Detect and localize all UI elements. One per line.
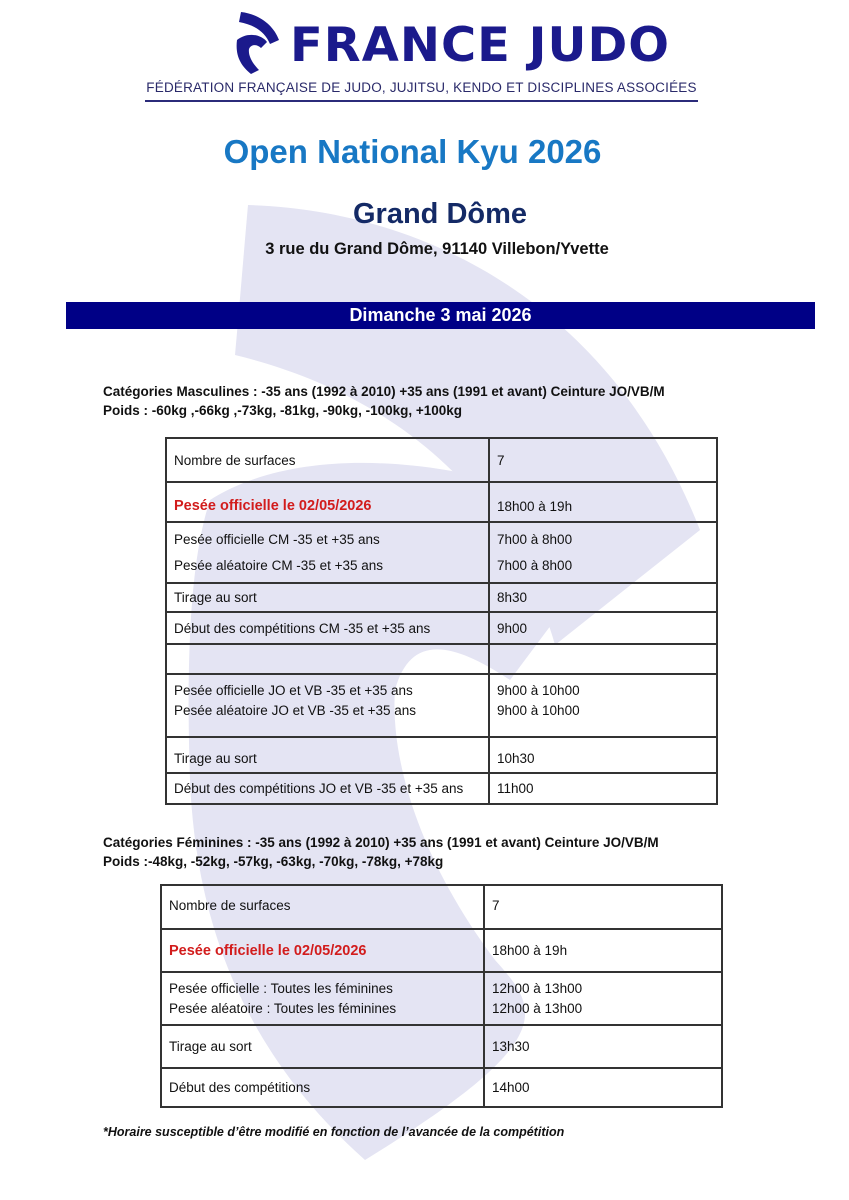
row-value: 7 (484, 885, 722, 929)
row-value (489, 644, 717, 674)
event-date-banner: Dimanche 3 mai 2026 (66, 302, 815, 329)
table-row (161, 1025, 722, 1068)
table-row (166, 612, 717, 644)
table-row (161, 1068, 722, 1107)
men-categories: Catégories Masculines : -35 ans (1992 à 2010) +35 ans (1991 et avant) Ceinture JO/VB/M (103, 384, 665, 399)
row-label: Tirage au sort (166, 583, 489, 612)
table-row (166, 737, 717, 773)
row-label: Pesée officielle JO et VB -35 et +35 ans Pesée aléatoire JO et VB -35 et +35 ans (166, 674, 489, 737)
row-label (166, 644, 489, 674)
federation-name: FÉDÉRATION FRANÇAISE DE JUDO, JUJITSU, KENDO ET DISCIPLINES ASSOCIÉES (146, 80, 697, 95)
row-value: 8h30 (489, 583, 717, 612)
schedule-footnote: *Horaire susceptible d’être modifié en fonction de l’avancée de la compétition (103, 1125, 565, 1139)
row-label: Nombre de surfaces (161, 885, 484, 929)
table-row (161, 885, 722, 929)
row-value: 9h00 à 10h00 9h00 à 10h00 (489, 674, 717, 737)
row-value: 14h00 (484, 1068, 722, 1107)
table-row-empty (166, 644, 717, 674)
table-row (166, 674, 717, 737)
table-row (166, 482, 717, 522)
row-label: Tirage au sort (161, 1025, 484, 1068)
venue-address: 3 rue du Grand Dôme, 91140 Villebon/Yvette (265, 240, 609, 258)
row-label (166, 482, 489, 522)
row-value: 13h30 (484, 1025, 722, 1068)
row-value: 18h00 à 19h (489, 482, 717, 522)
table-row (166, 583, 717, 612)
row-label: Pesée officielle : Toutes les féminines Pesée aléatoire : Toutes les féminines (161, 972, 484, 1025)
row-label: Début des compétitions JO et VB -35 et +35 ans (166, 773, 489, 804)
men-categories-block (103, 382, 665, 420)
row-value: 9h00 (489, 612, 717, 644)
men-weights: Poids : -60kg ,-66kg ,-73kg, -81kg, -90kg, -100kg, +100kg (103, 403, 463, 418)
table-row (161, 929, 722, 972)
row-value: 18h00 à 19h (484, 929, 722, 972)
row-label: Pesée officielle CM -35 et +35 ans Pesée aléatoire CM -35 et +35 ans (166, 522, 489, 583)
table-row (166, 522, 717, 583)
weigh-in-highlight: Pesée officielle le 02/05/2026 (174, 498, 372, 514)
row-label: Tirage au sort (166, 737, 489, 773)
row-label (161, 929, 484, 972)
row-value: 7h00 à 8h00 7h00 à 8h00 (489, 522, 717, 583)
row-value: 7 (489, 438, 717, 482)
logo-wordmark: FRANCE JUDO (290, 18, 671, 73)
table-row (166, 438, 717, 482)
header-divider (145, 100, 698, 102)
women-schedule-table (160, 884, 723, 1108)
women-categories-block (103, 833, 659, 871)
women-weights: Poids :-48kg, -52kg, -57kg, -63kg, -70kg, -78kg, +78kg (103, 854, 444, 869)
row-value: 10h30 (489, 737, 717, 773)
weigh-in-highlight: Pesée officielle le 02/05/2026 (169, 942, 367, 959)
row-label: Début des compétitions (161, 1068, 484, 1107)
table-row (161, 972, 722, 1025)
men-schedule-table (165, 437, 718, 805)
row-label: Début des compétitions CM -35 et +35 ans (166, 612, 489, 644)
table-row (166, 773, 717, 804)
row-value: 12h00 à 13h00 12h00 à 13h00 (484, 972, 722, 1025)
france-judo-emblem-icon (233, 10, 283, 74)
event-title: Open National Kyu 2026 (223, 133, 602, 170)
row-value: 11h00 (489, 773, 717, 804)
venue-name: Grand Dôme (352, 198, 528, 230)
row-label: Nombre de surfaces (166, 438, 489, 482)
women-categories: Catégories Féminines : -35 ans (1992 à 2010) +35 ans (1991 et avant) Ceinture JO/VB/M (103, 835, 659, 850)
